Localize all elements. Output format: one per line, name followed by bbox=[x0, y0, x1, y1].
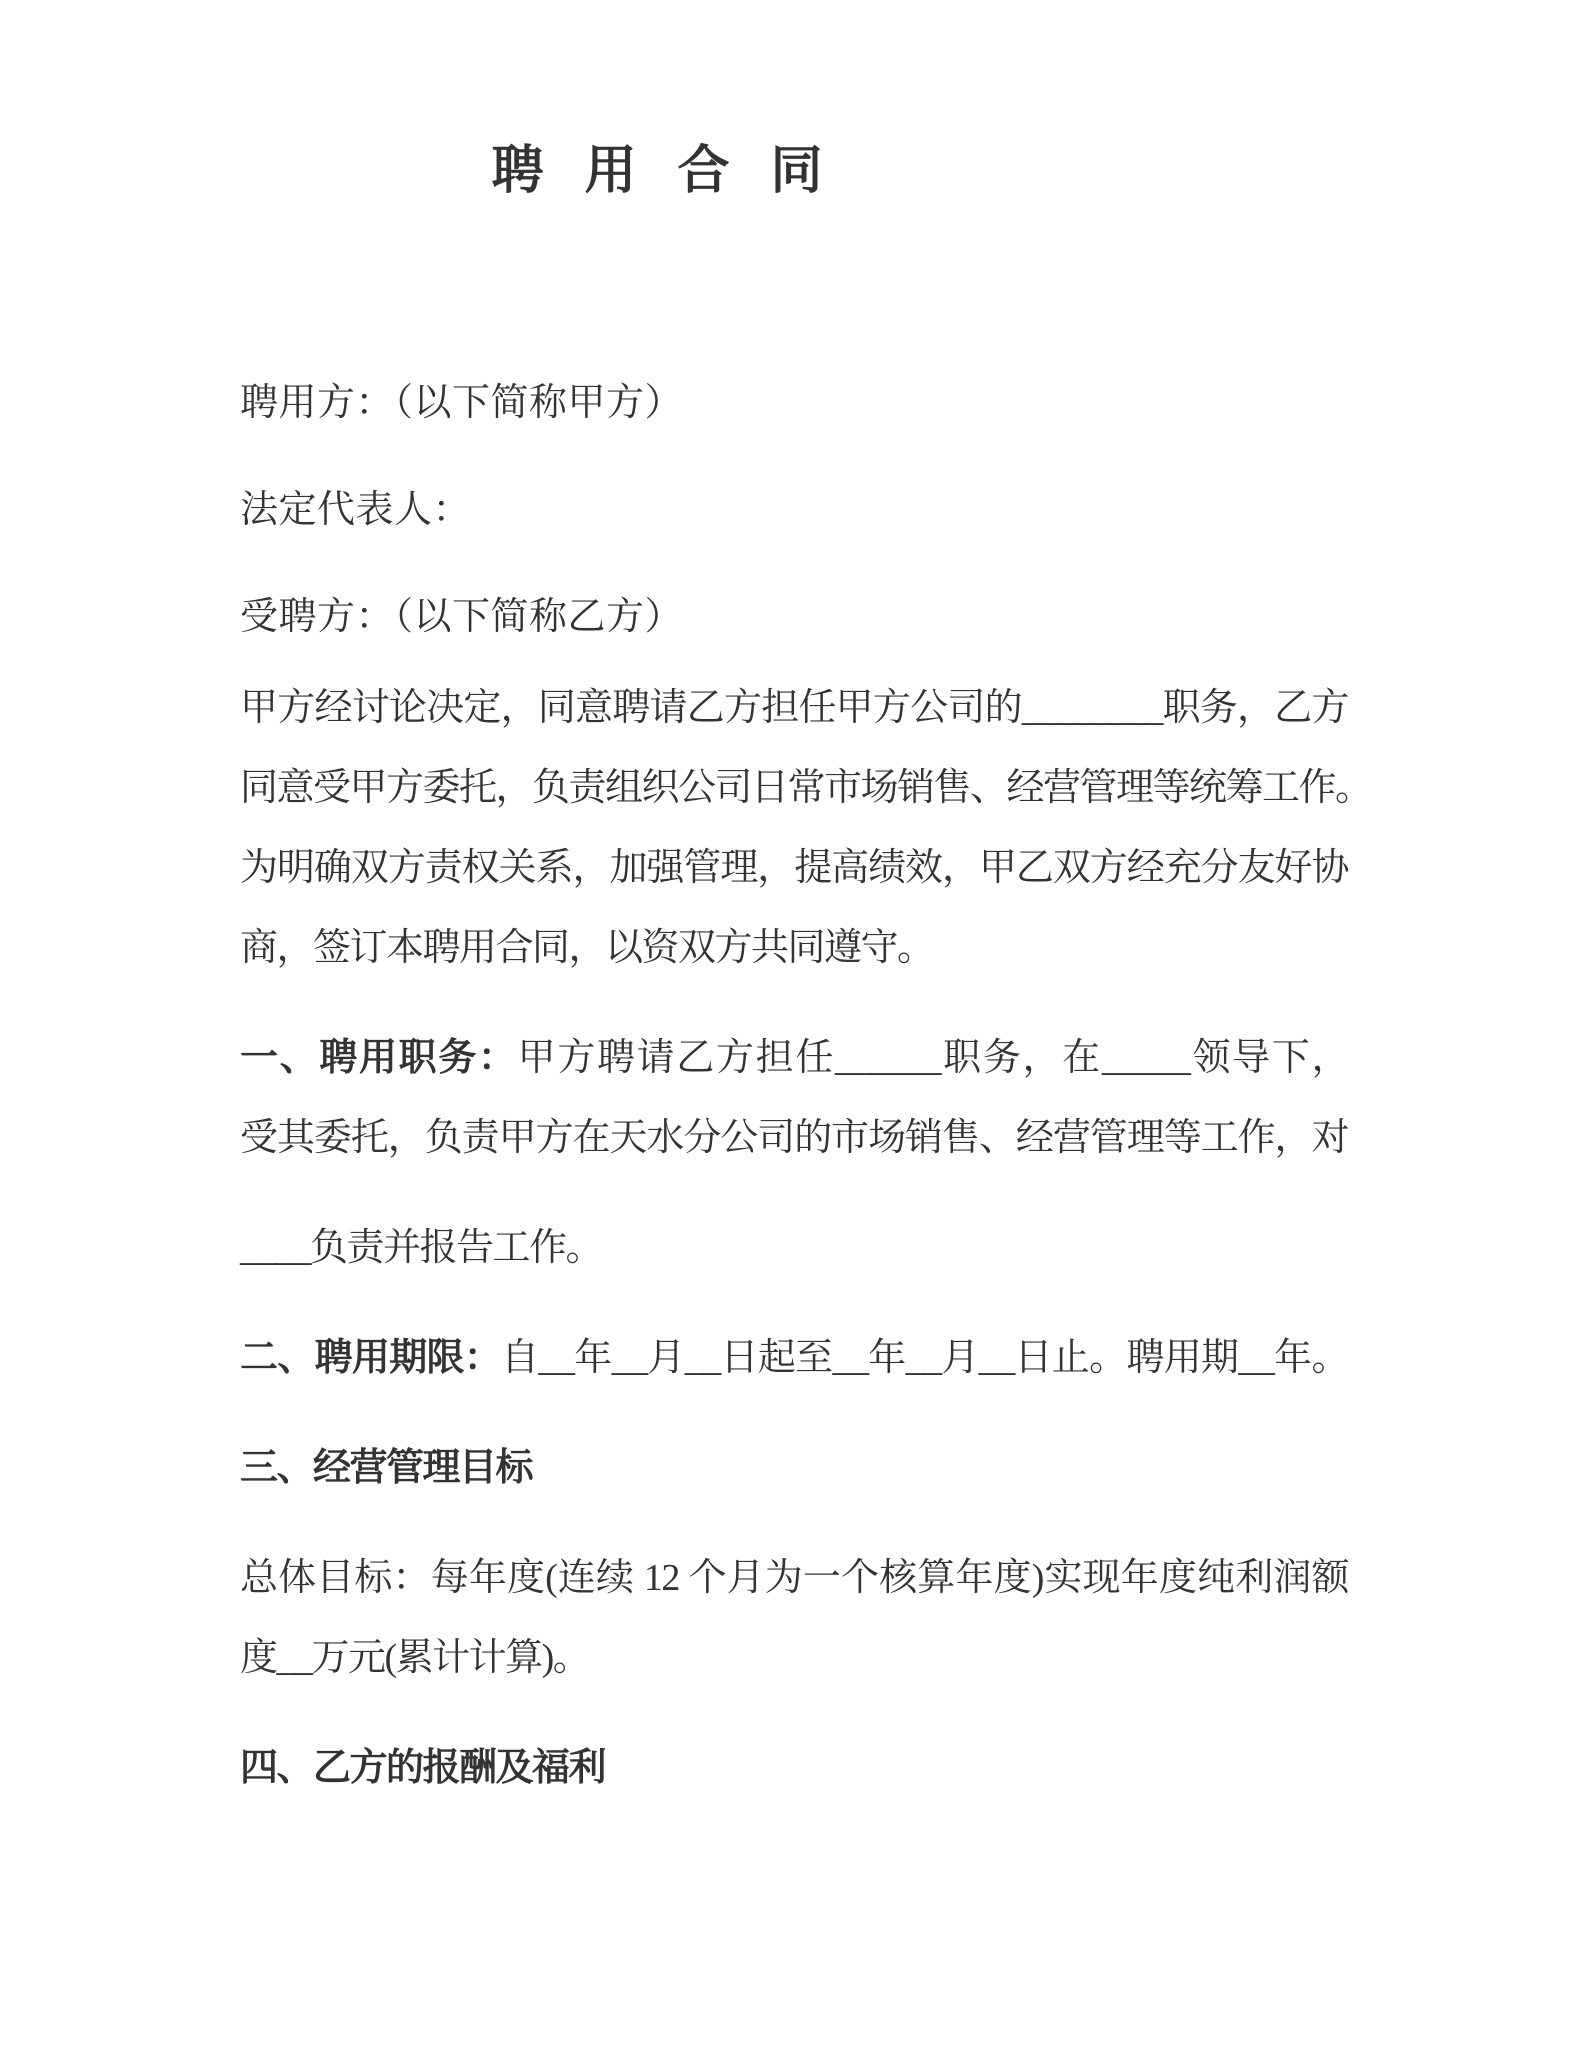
clause-2-line bbox=[240, 1318, 1348, 1398]
clause-1-text: 甲方聘请乙方担任______职务，在_____领导下， bbox=[517, 1037, 1348, 1079]
party-employee-line: 受聘方：（以下简称乙方） bbox=[240, 596, 684, 638]
clause-1-continuation-line: ____负责并报告工作。 bbox=[240, 1227, 603, 1269]
clause-3-heading-line bbox=[240, 1428, 1348, 1508]
clause-4-heading-line bbox=[240, 1728, 1348, 1808]
document-title: 聘 用 合 同 bbox=[491, 143, 829, 200]
clause-4-heading: 四、乙方的报酬及福利 bbox=[240, 1747, 606, 1789]
goal-line-1: 总体目标：每年度(连续 12 个月为一个核算年度)实现年度纯利润额 bbox=[240, 1557, 1348, 1599]
clause-4-compensation-benefits bbox=[240, 1728, 1348, 1808]
clause-1-line-1 bbox=[240, 1018, 1348, 1098]
parties-block bbox=[240, 382, 1348, 638]
clause-1-line-2: 受其委托，负责甲方在天水分公司的市场销售、经营管理等工作，对 bbox=[240, 1117, 1348, 1159]
contract-document bbox=[0, 142, 1587, 2065]
goal-line-2: 度__万元(累计计算)。 bbox=[240, 1637, 590, 1679]
intro-line-3: 为明确双方责权关系，加强管理，提高绩效，甲乙双方经充分友好协 bbox=[240, 847, 1348, 889]
clause-1-employment-position bbox=[240, 1018, 1348, 1178]
intro-line-2: 同意受甲方委托，负责组织公司日常市场销售、经营管理等统筹工作。 bbox=[240, 767, 1372, 809]
clause-1-heading: 一、聘用职务： bbox=[240, 1037, 518, 1079]
clause-2-heading: 二、聘用期限： bbox=[240, 1337, 502, 1379]
party-employer-line: 聘用方：（以下简称甲方） bbox=[240, 382, 684, 424]
clause-2-employment-term bbox=[240, 1318, 1348, 1398]
party-legal-representative-line: 法定代表人： bbox=[240, 489, 472, 531]
intro-paragraph bbox=[240, 668, 1372, 988]
intro-line-4: 商，签订本聘用合同，以资双方共同遵守。 bbox=[240, 927, 934, 969]
clause-3-management-targets bbox=[240, 1428, 1348, 1508]
clause-2-text: 自__年__月__日起至__年__月__日止。聘用期__年。 bbox=[501, 1337, 1348, 1379]
clause-3-heading: 三、经营管理目标 bbox=[240, 1447, 533, 1489]
overall-goal-paragraph bbox=[240, 1538, 1348, 1698]
clause-1-continuation bbox=[240, 1208, 1348, 1288]
intro-line-1: 甲方经讨论决定，同意聘请乙方担任甲方公司的________职务，乙方 bbox=[240, 687, 1348, 729]
